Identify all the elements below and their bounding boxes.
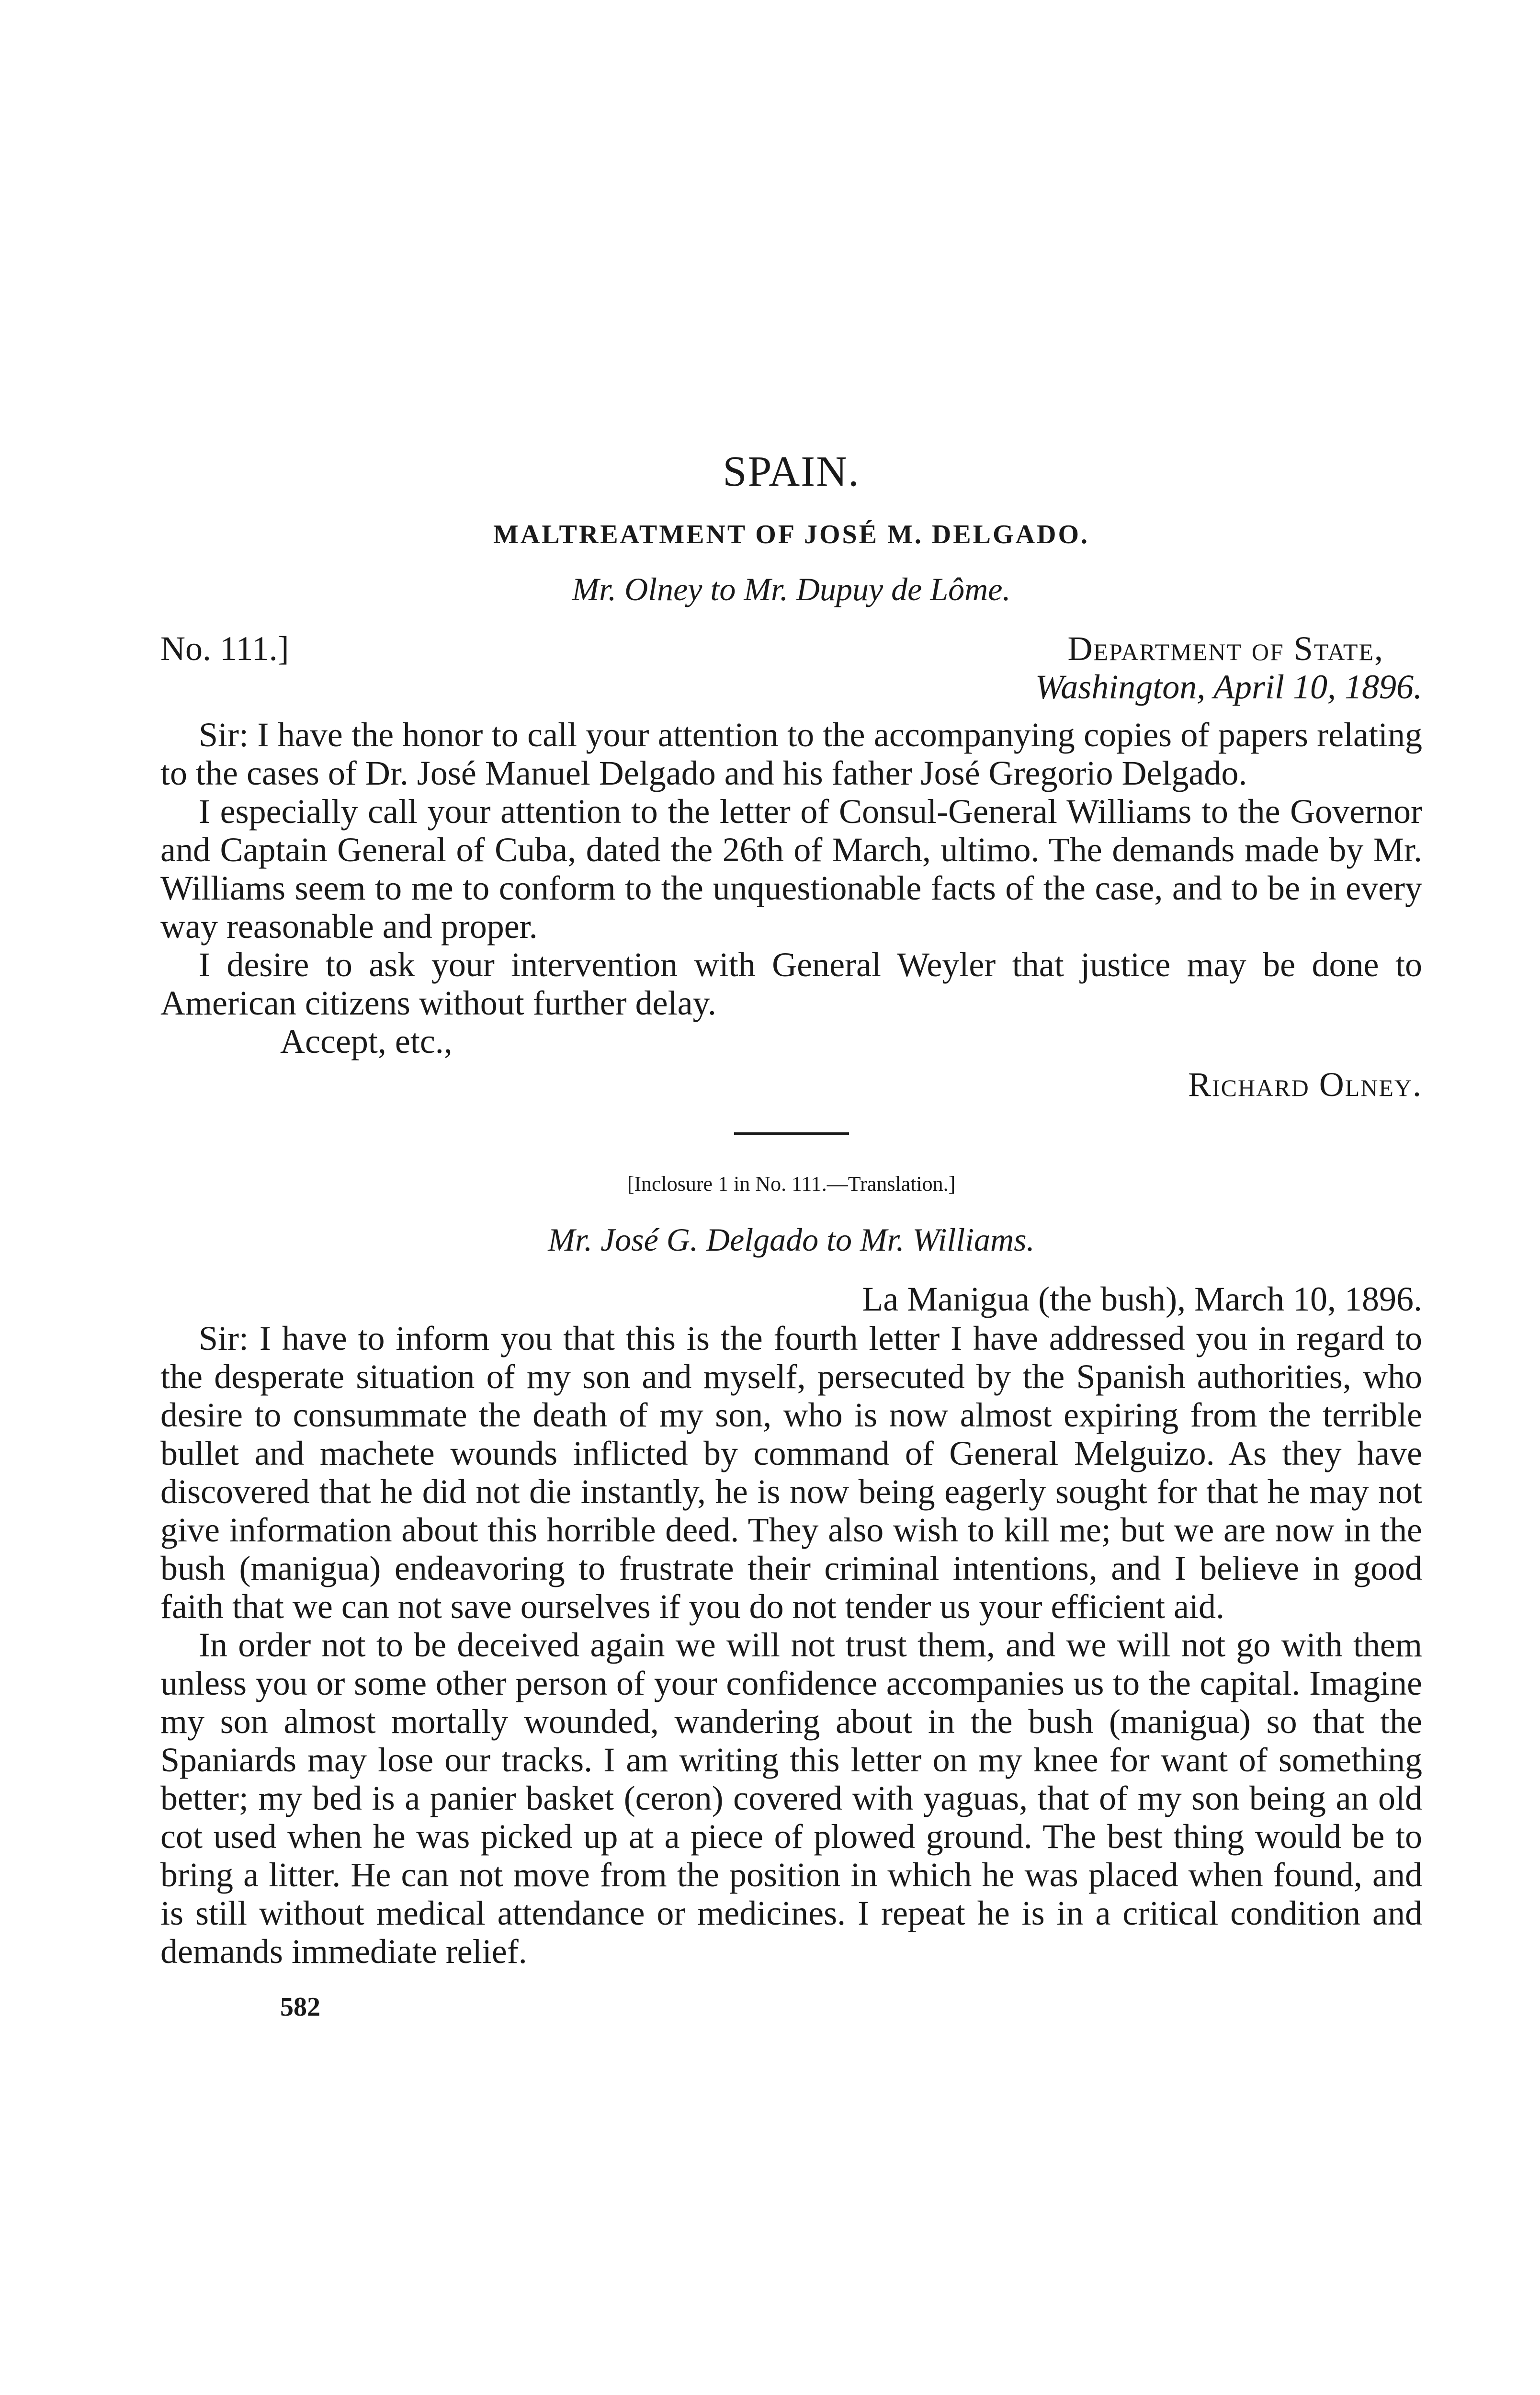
inclosure-dateline: La Manigua (the bush), March 10, 1896. [862,1280,1422,1318]
letter1-place [1035,629,1422,706]
letter1-title: Mr. Olney to Mr. Dupuy de Lôme. [572,571,1011,607]
letter1-number: No. 111.] [160,629,289,668]
country-heading: SPAIN. [723,448,860,495]
letter1-header [160,629,1422,713]
letter1-paragraph-3: I desire to ask your intervention with General Weyler that justice may be done to American citizens without further delay. [160,946,1422,1022]
letter1-place-line2: Washington, April 10, 1896. [1035,668,1422,706]
letter1-place-line1: Department of State, [1067,629,1384,668]
section-divider [734,1132,849,1135]
document-page [160,450,1422,2020]
inclosure-paragraph-1: Sir: I have to inform you that this is the fourth letter I have addressed you in regard to the desperate situation of my son and myself, persecuted by the Spanish authorities, who desire to consummate the death of my son, who is now almost expiring from the terrible bullet and machete wounds inflicted by command of General Melguizo. As they have discovered that he did not die instantly, he is now being eagerly sought for that he may not give information about this horrible deed. They also wish to kill me; but we are now in the bush (manigua) endeavoring to frustrate their criminal intentions, and I believe in good faith that we can not save ourselves if you do not tender us your efficient aid. [160,1319,1422,1626]
letter1-paragraph-2: I especially call your attention to the letter of Consul-General Williams to the Governor and Captain General of Cuba, dated the 26th of March, ultimo. The demands made by Mr. Williams seem to me to conform to the unquestionable facts of the case, and to be in every way reasonable and proper. [160,792,1422,946]
page-number: 582 [280,1992,320,2022]
letter1-paragraph-1: Sir: I have the honor to call your attention to the accompanying copies of papers relating to the cases of Dr. José Manuel Delgado and his father José Gregorio Delgado. [160,716,1422,792]
letter1-signature: Richard Olney. [1188,1065,1422,1104]
letter1-closing: Accept, etc., [280,1022,453,1061]
inclosure-paragraph-2: In order not to be deceived again we will not trust them, and we will not go with them unless you or some other person of your confidence accompanies us to the capital. Imagine my son almost mortally wounded, wandering about in the bush (manigua) so that the Spaniards may lose our tracks. I am writing this letter on my knee for want of something better; my bed is a panier basket (ceron) covered with yaguas, that of my son being an old cot used when he was picked up at a piece of plowed ground. The best thing would be to bring a litter. He can not move from the position in which he was placed when found, and is still without medical attendance or medicines. I repeat he is in a critical condition and demands immediate relief. [160,1626,1422,1971]
inclosure-label: [Inclosure 1 in No. 111.—Translation.] [627,1172,956,1196]
inclosure-title: Mr. José G. Delgado to Mr. Williams. [548,1221,1035,1258]
subject-heading: MALTREATMENT OF JOSÉ M. DELGADO. [493,520,1090,549]
